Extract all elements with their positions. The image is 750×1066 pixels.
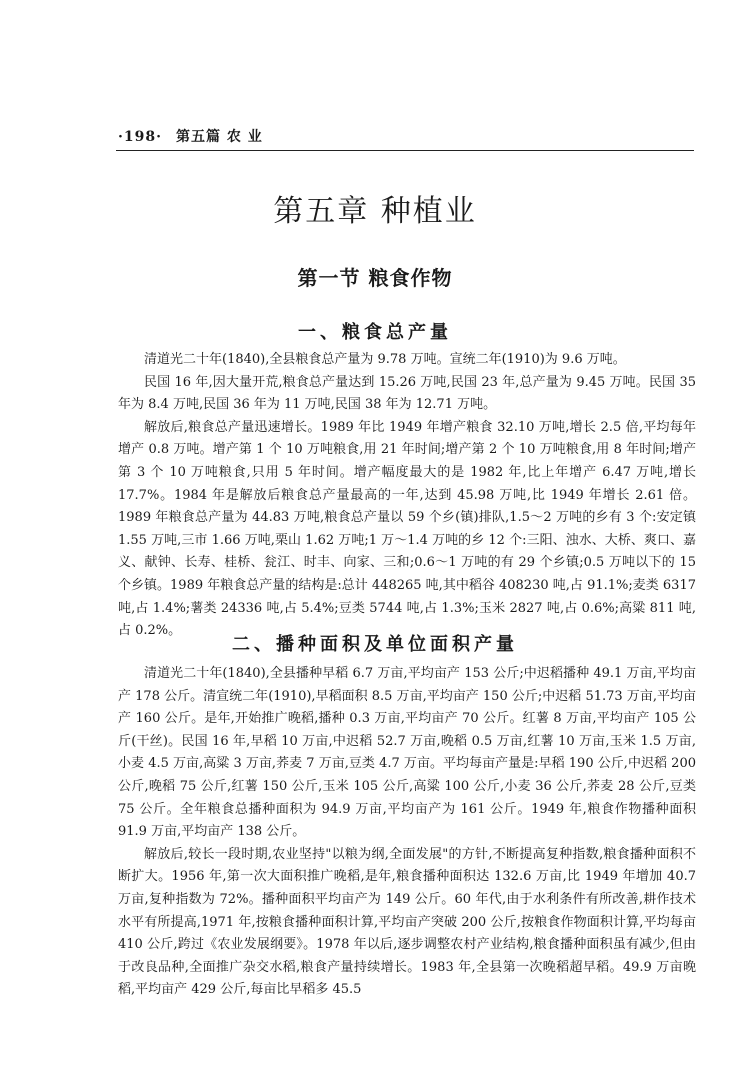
running-header: [118, 126, 263, 146]
subsection-body-1: [118, 349, 696, 643]
subsection-body-2: [118, 663, 696, 1002]
paragraph: 民国 16 年,因大量开荒,粮食总产量达到 15.26 万吨,民国 23 年,总产量为 9.45 万吨。民国 35 年为 8.4 万吨,民国 36 年为 11 万吨,民国 38 年为 12.71 万吨。: [118, 374, 696, 413]
subsection-title-2: 二、播种面积及单位面积产量: [232, 634, 518, 655]
page-number: ·198·: [118, 129, 162, 145]
subsection-title-1: 一、粮食总产量: [298, 322, 452, 343]
paragraph: 清道光二十年(1840),全县粮食总产量为 9.78 万吨。宣统二年(1910)为 9.6 万吨。: [144, 352, 626, 367]
paragraph: 解放后,粮食总产量迅速增长。1989 年比 1949 年增产粮食 32.10 万吨,增长 2.5 倍,平均每年增产 0.8 万吨。增产第 1 个 10 万吨粮食,用 21 年时间;增产第 2 个 10 万吨粮食,用 8 年时间;增产第 3 个 10 万吨粮食,只用 5 年时间。增产幅度最大的是 1982 年,比上年增产 6.47 万吨,增长 17.7%。1984 年是解放后粮食总产量最高的一年,达到 45.98 万吨,比 1949 年增长 2.61 倍。1989 年粮食总产量为 44.83 万吨,粮食总产量以 59 个乡(镇)排队,1.5～2 万吨的乡有 3 个:安定镇 1.55 万吨,三市 1.66 万吨,栗山 1.62 万吨;1 万～1.4 万吨的乡 12 个:三阳、浊水、大桥、爽口、嘉义、献钟、长寿、桂桥、瓮江、时丰、向家、三和;0.6～1 万吨的有 29 个乡镇;0.5 万吨以下的 15 个乡镇。1989 年粮食总产量的结构是:总计 448265 吨,其中稻谷 408230 吨,占 91.1%;麦类 6317 吨,占 1.4%;薯类 24336 吨,占 5.4%;豆类 5744 吨,占 1.3%;玉米 2827 吨,占 0.6%;高粱 811 吨,占 0.2%。: [118, 419, 696, 639]
paragraph: 解放后,较长一段时期,农业坚持"以粮为纲,全面发展"的方针,不断提高复种指数,粮食播种面积不断扩大。1956 年,第一次大面积推广晚稻,是年,粮食播种面积达 132.6 万亩,比 1949 年增加 40.7 万亩,复种指数为 72%。播种面积平均亩产为 149 公斤。60 年代,由于水利条件有所改善,耕作技术水平有所提高,1971 年,按粮食播种面积计算,平均亩产突破 200 公斤,按粮食作物面积计算,平均每亩 410 公斤,跨过《农业发展纲要》。1978 年以后,逐步调整农村产业结构,粮食播种面积虽有减少,但由于改良品种,全面推广杂交水稻,粮食产量持续增长。1983 年,全县第一次晚稻超早稻。49.9 万亩晚稻,平均亩产 429 公斤,每亩比早稻多 45.5: [118, 846, 696, 998]
section-title: 第一节 粮食作物: [297, 266, 453, 290]
paragraph: 清道光二十年(1840),全县播种早稻 6.7 万亩,平均亩产 153 公斤;中迟稻播种 49.1 万亩,平均亩产 178 公斤。清宣统二年(1910),早稻面积 8.5 万亩,平均亩产 150 公斤;中迟稻 51.73 万亩,平均亩产 160 公斤。是年,开始推广晚稻,播种 0.3 万亩,平均亩产 70 公斤。红薯 8 万亩,平均亩产 105 公斤(干丝)。民国 16 年,早稻 10 万亩,中迟稻 52.7 万亩,晚稻 0.5 万亩,红薯 10 万亩,玉米 1.5 万亩,小麦 4.5 万亩,高粱 3 万亩,荞麦 7 万亩,豆类 4.7 万亩。平均每亩产量是:早稻 190 公斤,中迟稻 200 公斤,晚稻 75 公斤,红薯 150 公斤,玉米 105 公斤,高粱 100 公斤,小麦 36 公斤,荞麦 28 公斤,豆类 75 公斤。全年粮食总播种面积为 94.9 万亩,平均亩产为 161 公斤。1949 年,粮食作物播种面积 91.9 万亩,平均亩产 138 公斤。: [118, 666, 696, 840]
header-rule: [116, 150, 694, 151]
chapter-title: 第五章 种植业: [273, 194, 477, 229]
part-label: 第五篇 农 业: [175, 129, 263, 145]
